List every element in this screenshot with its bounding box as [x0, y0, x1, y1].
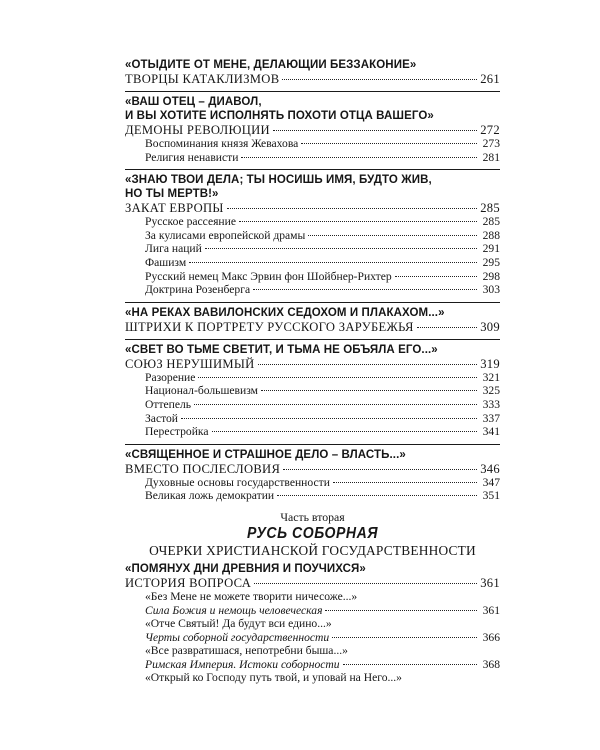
chapter-entry-label: ЗАКАТ ЕВРОПЫ [125, 201, 224, 216]
part-title: РУСЬ СОБОРНАЯ [246, 524, 379, 542]
subchapter-entry [125, 229, 500, 243]
subchapter-entry-label: «Без Мене не можете творити ничесоже...» [145, 589, 358, 603]
dot-leader [333, 482, 477, 483]
chapter-entry-page-number: 309 [480, 319, 500, 334]
chapter-entry-page-number: 261 [480, 72, 500, 86]
chapter-entry-page-number: 361 [480, 575, 500, 590]
dot-leader [343, 664, 477, 665]
dot-leader [212, 431, 477, 432]
dot-leader [332, 637, 477, 638]
dot-leader [241, 157, 477, 158]
part-header [125, 509, 500, 559]
chapter-entry [125, 123, 500, 137]
subchapter-entry-label: Воспоминания князя Жевахова [145, 137, 299, 150]
subchapter-entry-page-number: 321 [482, 370, 500, 384]
subchapter-entry-page-number: 361 [482, 603, 500, 617]
subchapter-entry-label: Духовные основы государственности [145, 475, 330, 489]
chapter-entry [125, 320, 500, 334]
subchapter-entry-page-number: 325 [482, 384, 500, 398]
subchapter-entry [125, 215, 500, 229]
subchapter-entry-label: «Открый ко Господу путь твой, и уповай на Него...» [145, 671, 402, 685]
subchapter-entry [125, 489, 500, 503]
subchapter-entry-page-number: 347 [482, 475, 500, 489]
subchapter-entry-page-number: 366 [482, 630, 500, 644]
dot-leader [283, 469, 477, 470]
subchapter-entry-page-number: 341 [482, 425, 500, 439]
section-heading: «СВЯЩЕННОЕ И СТРАШНОЕ ДЕЛО – ВЛАСТЬ...» [125, 448, 406, 461]
dot-leader [325, 610, 477, 611]
subchapter-entry [125, 256, 500, 270]
subchapter-entry-page-number: 285 [482, 215, 500, 229]
dot-leader [277, 495, 477, 496]
chapter-entry [125, 357, 500, 371]
dot-leader [301, 143, 477, 144]
dot-leader [239, 221, 477, 222]
chapter-entry-label: ШТРИХИ К ПОРТРЕТУ РУССКОГО ЗАРУБЕЖЬЯ [125, 319, 414, 334]
dot-leader [189, 262, 477, 263]
subchapter-entry-page-number: 273 [482, 137, 500, 150]
chapter-entry-label: СОЮЗ НЕРУШИМЫЙ [125, 356, 255, 371]
subchapter-entry-label: Национал-большевизм [145, 384, 258, 398]
section-heading: «ПОМЯНУХ ДНИ ДРЕВНИЯ И ПОУЧИХСЯ» [125, 562, 366, 575]
subchapter-entry-label: Оттепель [145, 397, 192, 411]
subchapter-entry-page-number: 281 [482, 150, 500, 164]
dot-leader [308, 235, 477, 236]
dot-leader [198, 377, 477, 378]
subchapter-entry-page-number: 337 [482, 411, 500, 425]
toc-section [125, 444, 500, 503]
subchapter-entry [125, 604, 500, 618]
subchapter-entry-page-number: 295 [482, 255, 500, 269]
subchapter-entry [125, 398, 500, 412]
chapter-entry [125, 576, 500, 590]
subchapter-entry-label: Фашизм [145, 255, 187, 269]
subchapter-entry-label: Римская Империя. Истоки соборности [145, 657, 340, 671]
subchapter-entry-page-number: 291 [482, 242, 500, 256]
subchapter-entry [125, 384, 500, 398]
subchapter-entry-label: Застой [145, 411, 179, 425]
subchapter-entry-label: Русское рассеяние [145, 215, 236, 229]
chapter-entry [125, 462, 500, 476]
subchapter-entry-label: Великая ложь демократии [145, 489, 275, 503]
chapter-entry-page-number: 272 [480, 123, 500, 137]
dot-leader [194, 404, 477, 405]
toc-section [125, 169, 500, 297]
subchapter-entry [125, 425, 500, 439]
subchapter-entry [125, 137, 500, 151]
subchapter-entry [125, 631, 500, 645]
chapter-entry-label: ДЕМОНЫ РЕВОЛЮЦИИ [125, 123, 270, 137]
chapter-entry [125, 201, 500, 215]
subchapter-entry-label: Перестройка [145, 425, 209, 439]
section-heading: «ОТЫДИТЕ ОТ МЕНЕ, ДЕЛАЮЩИИ БЕЗЗАКОНИЕ» [125, 59, 417, 71]
subchapter-entry-page-number: 368 [482, 657, 500, 671]
toc-part-section [125, 562, 500, 685]
dot-leader [261, 390, 477, 391]
subchapter-entry [125, 644, 500, 658]
section-heading: «ЗНАЮ ТВОИ ДЕЛА; ТЫ НОСИШЬ ИМЯ, БУДТО ЖИВ, НО ТЫ МЕРТВ!» [125, 174, 432, 201]
subchapter-entry-page-number: 298 [482, 269, 500, 283]
table-of-contents [125, 58, 500, 690]
chapter-entry-page-number: 319 [480, 356, 500, 371]
chapter-entry-page-number: 346 [480, 461, 500, 476]
subchapter-entry [125, 412, 500, 426]
subchapter-entry-label: Разорение [145, 370, 196, 384]
dot-leader [282, 79, 477, 80]
subchapter-entry-page-number: 288 [482, 228, 500, 242]
dot-leader [273, 130, 477, 131]
chapter-entry-label: ТВОРЦЫ КАТАКЛИЗМОВ [125, 72, 280, 86]
subchapter-entry [125, 151, 500, 165]
chapter-entry-label: ВМЕСТО ПОСЛЕСЛОВИЯ [125, 461, 281, 476]
toc-section [125, 91, 500, 164]
subchapter-entry-label: Сила Божия и немощь человеческая [145, 603, 323, 617]
subchapter-entry [125, 242, 500, 256]
dot-leader [254, 583, 477, 584]
subchapter-entry [125, 476, 500, 490]
section-heading: «СВЕТ ВО ТЬМЕ СВЕТИТ, И ТЬМА НЕ ОБЪЯЛА ЕГО...» [125, 343, 438, 356]
subchapter-entry [125, 590, 500, 604]
toc-section [125, 302, 500, 334]
toc-section [125, 339, 500, 439]
chapter-entry-page-number: 285 [480, 201, 500, 216]
dot-leader [205, 248, 477, 249]
part-subtitle: ОЧЕРКИ ХРИСТИАНСКОЙ ГОСУДАРСТВЕННОСТИ [149, 542, 476, 558]
subchapter-entry-page-number: 333 [482, 397, 500, 411]
subchapter-entry [125, 270, 500, 284]
subchapter-entry-label: Лига наций [145, 242, 202, 256]
subchapter-entry-label: Русский немец Макс Эрвин фон Шойбнер-Рихтер [145, 269, 392, 283]
subchapter-entry-label: Доктрина Розенберга [145, 283, 251, 297]
subchapter-entry [125, 658, 500, 672]
subchapter-entry [125, 617, 500, 631]
toc-section [125, 58, 500, 86]
toc-section [125, 562, 500, 685]
subchapter-entry [125, 371, 500, 385]
section-heading: «НА РЕКАХ ВАВИЛОНСКИХ СЕДОХОМ И ПЛАКАХОМ...» [125, 306, 445, 319]
part-label: Часть вторая [280, 509, 345, 524]
toc-sections [125, 58, 500, 503]
subchapter-entry [125, 671, 500, 685]
subchapter-entry-page-number: 351 [482, 489, 500, 503]
subchapter-entry-label: «Все развратишася, непотребни быша...» [145, 644, 348, 658]
subchapter-entry-page-number: 303 [482, 283, 500, 297]
section-heading: «ВАШ ОТЕЦ – ДИАВОЛ, И ВЫ ХОТИТЕ ИСПОЛНЯТЬ ПОХОТИ ОТЦА ВАШЕГО» [125, 96, 434, 122]
dot-leader [258, 364, 477, 365]
subchapter-entry-label: За кулисами европейской драмы [145, 228, 306, 242]
dot-leader [395, 276, 477, 277]
subchapter-entry-label: Черты соборной государственности [145, 630, 330, 644]
dot-leader [181, 418, 477, 419]
dot-leader [417, 327, 477, 328]
subchapter-entry-label: Религия ненависти [145, 150, 239, 164]
chapter-entry [125, 72, 500, 86]
chapter-entry-label: ИСТОРИЯ ВОПРОСА [125, 575, 252, 590]
subchapter-entry-label: «Отче Святый! Да будут вси едино...» [145, 617, 332, 631]
dot-leader [253, 289, 477, 290]
subchapter-entry [125, 283, 500, 297]
dot-leader [227, 208, 477, 209]
